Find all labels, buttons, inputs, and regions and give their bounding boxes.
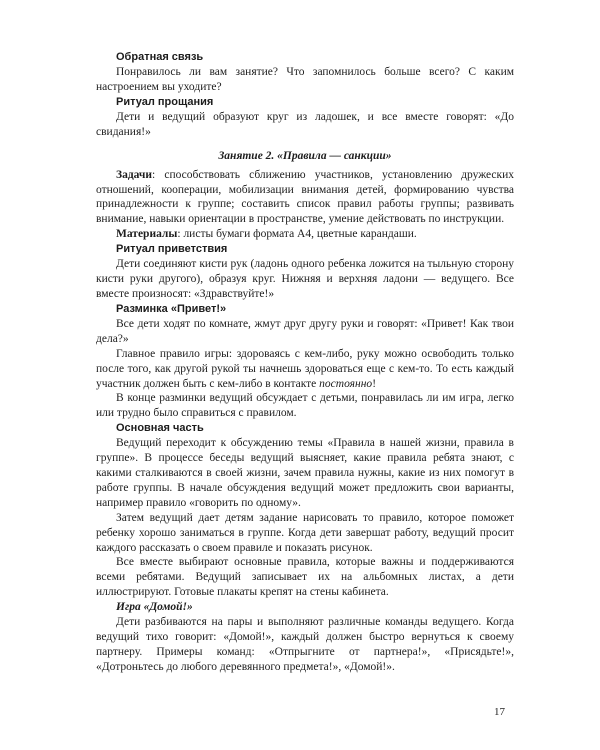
warmup-p2-start: Главное правило игры: здороваясь с кем-либо, руку можно освободить только после того, как другой рукой ты начнешь здороваться еще с кем-то. То есть каждый участник должен быть с кем-либо в контакте xyxy=(96,347,514,390)
feedback-heading: Обратная связь xyxy=(116,51,204,63)
game-text: Дети разбиваются на пары и выполняют различные команды ведущего. Когда ведущий тихо говорит: «Домой!», каждый должен быстро вернуться к своему партнеру. Примеры команд: «Отпрыгните от партнера!», «Присядьте!», «Дотроньтесь до любого деревянного предмета!», «Домой!». xyxy=(96,616,514,673)
warmup-paragraph-1: Все дети ходят по комнате, жмут друг другу руки и говорят: «Привет! Как твои дела?» xyxy=(96,317,514,345)
main-part-heading: Основная часть xyxy=(116,422,204,435)
tasks-paragraph xyxy=(96,168,514,228)
warmup-p2-end: ! xyxy=(372,377,377,390)
warmup-p2-emphasis: постоянно xyxy=(319,377,373,390)
tasks-text: : способствовать сближению участников, установлению дружеских отношений, кооперации, мобилизации внимания детей, формированию чувства принадлежности к группе; составить список правил работы группы; развивать внимание, навыки ориентации в пространстве, умение действовать по инструкции. xyxy=(96,168,514,226)
tasks-label: Задачи xyxy=(116,168,153,181)
feedback-text: Понравилось ли вам занятие? Что запомнилось больше всего? С каким настроением вы уходите? xyxy=(96,66,514,93)
warmup-paragraph-2 xyxy=(96,347,514,392)
page-number: 17 xyxy=(494,706,505,718)
greeting-heading: Ритуал приветствия xyxy=(116,243,228,256)
main-paragraph-2: Затем ведущий дает детям задание нарисовать то правило, которое поможет ребенку хорошо заниматься в группе. Когда дети завершат работу, ведущий просит каждого рассказать о своем правиле и показать рисунок. xyxy=(96,511,514,554)
main-paragraph-1: Ведущий переходит к обсуждению темы «Правила в нашей жизни, правила в группе». В процессе беседы ведущий выясняет, какие правила ребята знают, с какими сталкиваются в своей жизни, зачем правила нужны, какие из них помогут в работе группы. В начале обсуждения ведущий может предложить свои варианты, например правило «говорить по одному». xyxy=(96,437,514,509)
materials-text: : листы бумаги формата А4, цветные карандаши. xyxy=(177,228,417,241)
warmup-paragraph-3: В конце разминки ведущий обсуждает с детьми, понравилась ли им игра, легко или трудно было справиться с правилом. xyxy=(96,392,514,420)
materials-label: Материалы xyxy=(116,228,178,241)
game-heading: Игра «Домой!» xyxy=(116,601,193,614)
greeting-text: Дети соединяют кисти рук (ладонь одного ребенка ложится на тыльную сторону кисти руки другого), образуя круг. Нижняя и верхняя ладони — ведущего. Все вместе произносят: «Здравствуйте!» xyxy=(96,258,514,300)
warmup-heading: Разминка «Привет!» xyxy=(116,302,227,315)
farewell-heading: Ритуал прощания xyxy=(116,95,214,108)
farewell-text: Дети и ведущий образуют круг из ладошек, и все вместе говорят: «До свидания!» xyxy=(96,110,514,138)
main-paragraph-3: Все вместе выбирают основные правила, которые важны и поддерживаются всеми ребятами. Ведущий записывает их на альбомных листах, а дети иллюстрируют. Готовые плакаты крепят на стены кабинета. xyxy=(96,556,514,599)
materials-paragraph xyxy=(96,227,514,242)
lesson-title: Занятие 2. «Правила — санкции» xyxy=(218,149,392,162)
